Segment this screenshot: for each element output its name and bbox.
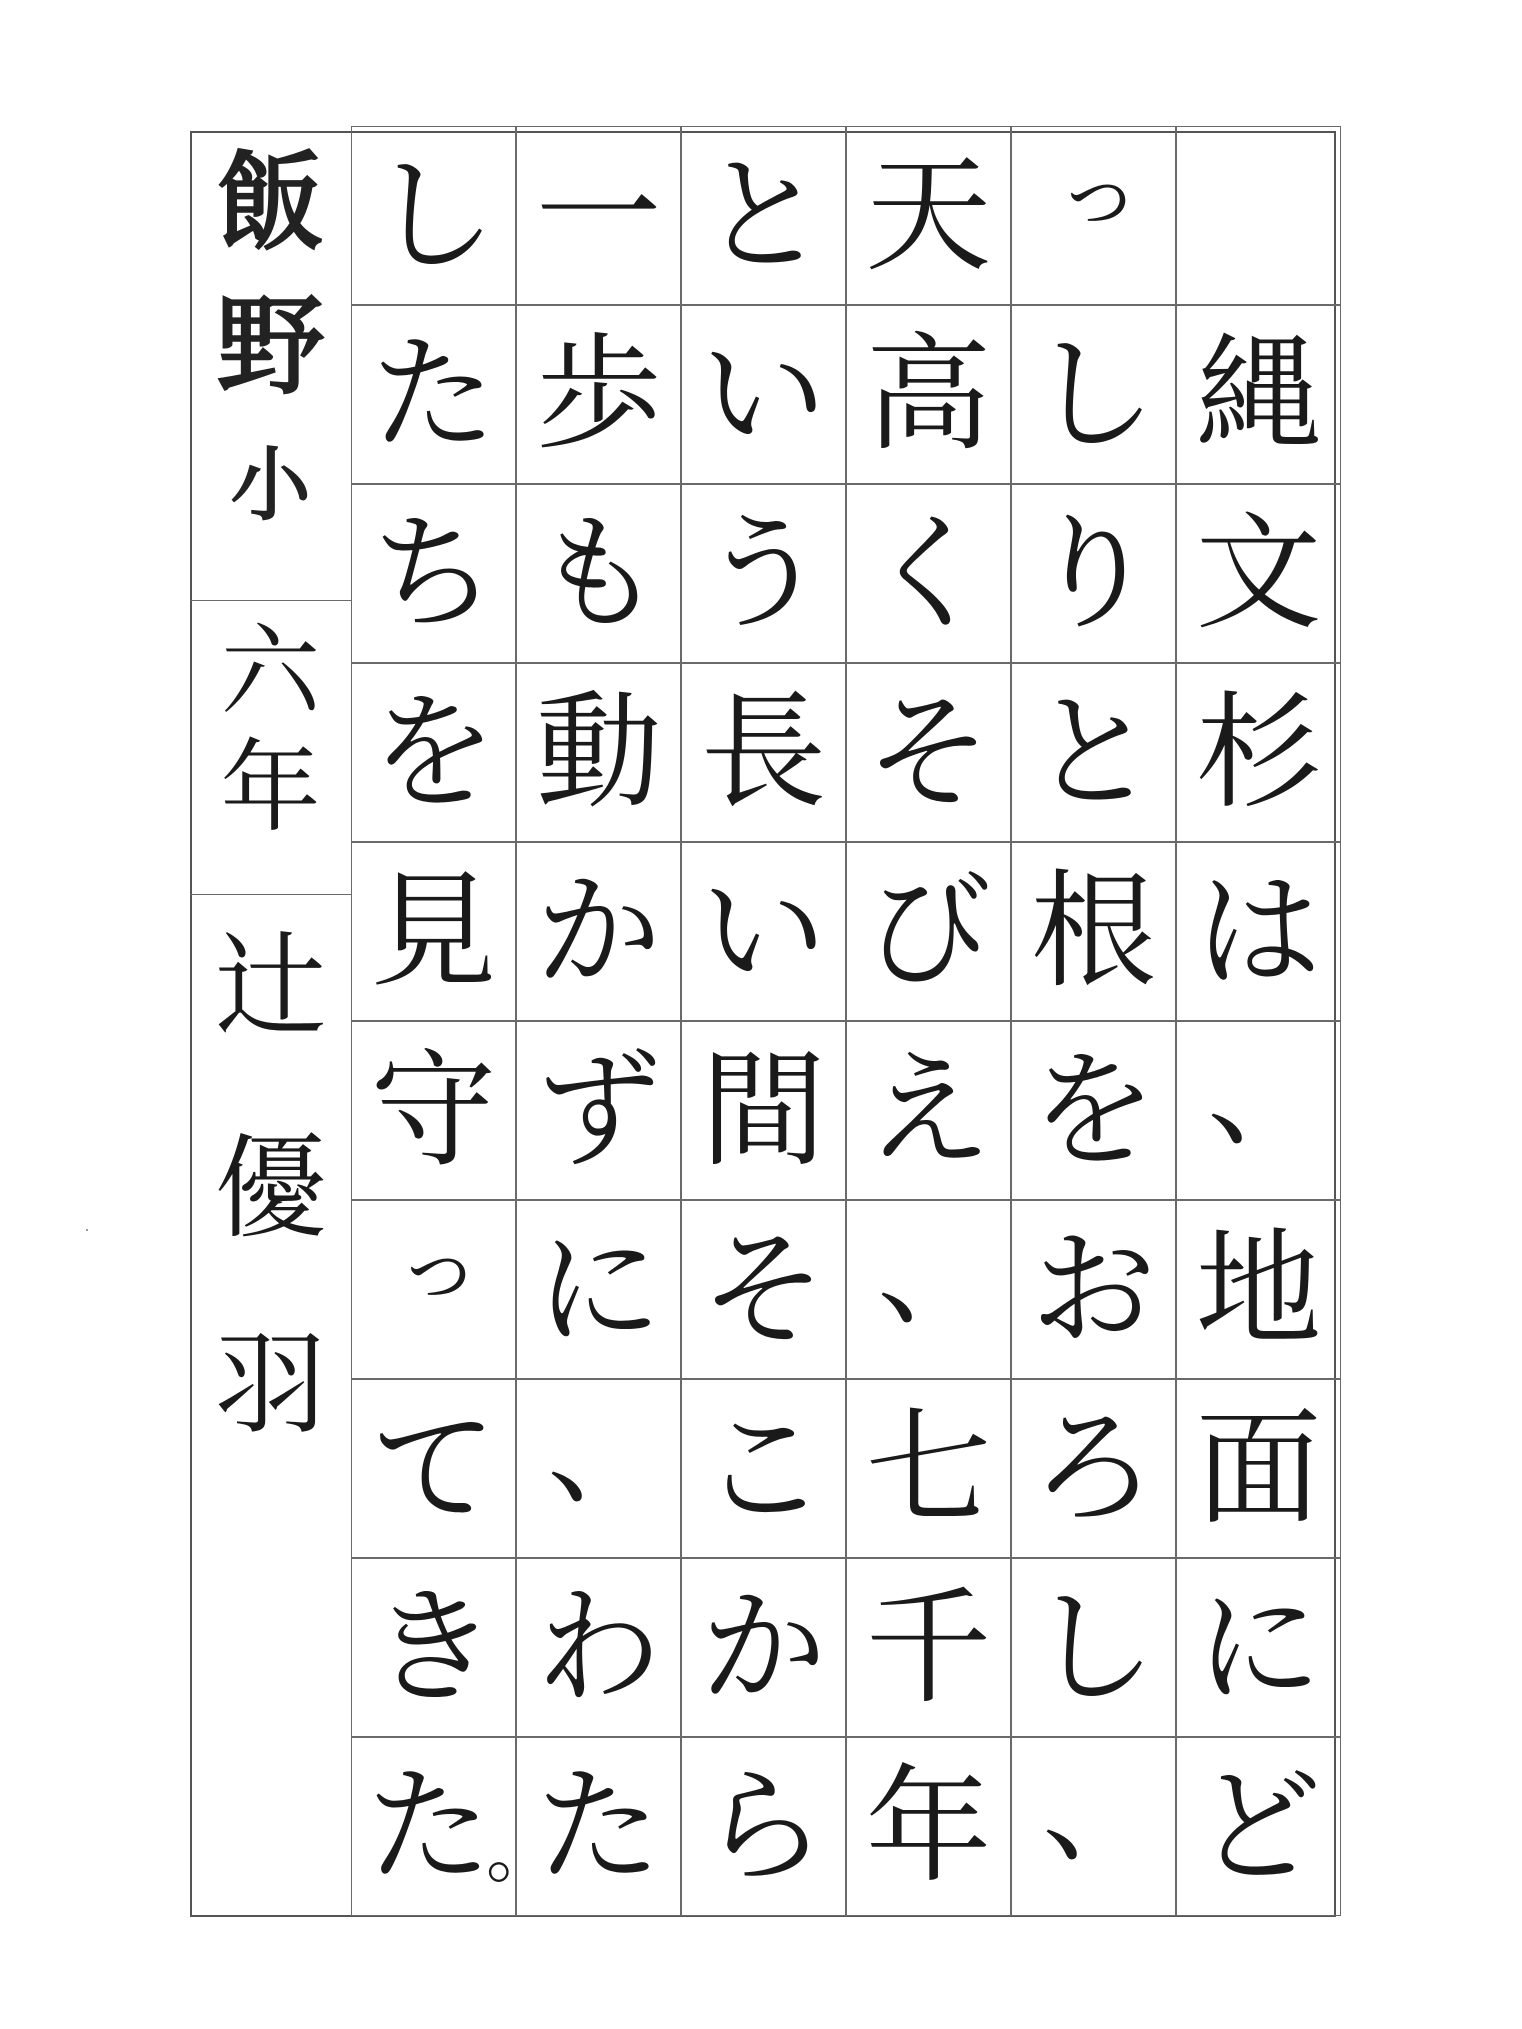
grid-cell: 、 [516, 1379, 681, 1558]
signature-column [190, 131, 351, 1917]
manuscript-column-5 [516, 126, 681, 1917]
grid-cell: 面 [1176, 1379, 1341, 1558]
grid-cell: わ [516, 1558, 681, 1737]
grid-cell: 一 [516, 126, 681, 305]
author-char-2: 優 [214, 1124, 327, 1254]
grade-char-2: 年 [220, 729, 321, 846]
grid-cell: か [516, 842, 681, 1021]
grid-cell: に [1176, 1558, 1341, 1737]
author-char-1: 辻 [214, 922, 327, 1052]
grid-cell: に [516, 1200, 681, 1379]
grid-cell [351, 1737, 556, 1916]
grid-cell: 長 [681, 663, 846, 842]
grid-cell: 動 [516, 663, 681, 842]
grid-cell: い [681, 305, 846, 484]
grid-cell: し [1011, 1558, 1176, 1737]
grid-cell: り [1011, 484, 1176, 663]
manuscript-column-4 [681, 126, 846, 1917]
author-char-3: 羽 [214, 1320, 327, 1450]
grid-cell: 地 [1176, 1200, 1341, 1379]
grid-cell: ろ [1011, 1379, 1176, 1558]
grade-label [190, 613, 351, 846]
grid-cell: い [681, 842, 846, 1021]
grade-char-1: 六 [220, 613, 321, 730]
grid-cell: 根 [1011, 842, 1176, 1021]
grid-cell: 歩 [516, 305, 681, 484]
grid-cell: こ [681, 1379, 846, 1558]
manuscript-column-2 [1011, 126, 1176, 1917]
signature-divider-2 [190, 894, 351, 895]
grid-cell: も [516, 484, 681, 663]
grid-cell: て [351, 1379, 516, 1558]
grid-cell: を [351, 663, 516, 842]
grid-cell: と [1011, 663, 1176, 842]
signature-divider-1 [190, 600, 351, 601]
grid-cell: ら [681, 1737, 846, 1916]
grid-cell: っ [351, 1200, 516, 1379]
grid-cell: ち [351, 484, 516, 663]
grid-cell: し [1011, 305, 1176, 484]
grid-cell: 間 [681, 1021, 846, 1200]
grid-cell: ど [1176, 1737, 1341, 1916]
school-name [190, 140, 351, 532]
grid-cell: く [846, 484, 1011, 663]
grid-cell: そ [681, 1200, 846, 1379]
grid-cell: か [681, 1558, 846, 1737]
grid-cell: と [681, 126, 846, 305]
grid-cell: を [1011, 1021, 1176, 1200]
grid-cell: 天 [846, 126, 1011, 305]
grid-cell: た [351, 305, 516, 484]
school-char-2: 野 [216, 284, 325, 410]
grid-cell: っ [1011, 126, 1176, 305]
school-char-1: 飯 [216, 140, 325, 266]
grid-cell: え [846, 1021, 1011, 1200]
grid-cell: 見 [351, 842, 516, 1021]
manuscript-grid [351, 126, 1336, 1917]
grid-cell: そ [846, 663, 1011, 842]
grid-cell: し [351, 126, 516, 305]
grid-cell: 文 [1176, 484, 1341, 663]
author-name [190, 922, 351, 1450]
grid-cell: 年 [846, 1737, 1011, 1916]
grid-cell: お [1011, 1200, 1176, 1379]
paper-speck [86, 1229, 88, 1231]
school-char-3: 小 [230, 438, 311, 532]
manuscript-column-6 [351, 126, 556, 1917]
grid-cell: 千 [846, 1558, 1011, 1737]
grid-cell: 杉 [1176, 663, 1341, 842]
grid-cell: き [351, 1558, 516, 1737]
grid-cell [1176, 126, 1341, 305]
grid-cell: 縄 [1176, 305, 1341, 484]
grid-cell: 七 [846, 1379, 1011, 1558]
grid-cell: は [1176, 842, 1341, 1021]
grid-cell: び [846, 842, 1011, 1021]
grid-cell: 、 [1176, 1021, 1341, 1200]
period-mark: 。 [486, 1811, 556, 1893]
grid-cell: ず [516, 1021, 681, 1200]
manuscript-column-3 [846, 126, 1011, 1917]
grid-cell: た [516, 1737, 681, 1916]
cell-character: た [366, 1752, 492, 1900]
grid-cell: 高 [846, 305, 1011, 484]
grid-cell: う [681, 484, 846, 663]
grid-cell: 守 [351, 1021, 516, 1200]
grid-cell: 、 [846, 1200, 1011, 1379]
manuscript-column-1 [1176, 126, 1341, 1917]
grid-cell: 、 [1011, 1737, 1176, 1916]
